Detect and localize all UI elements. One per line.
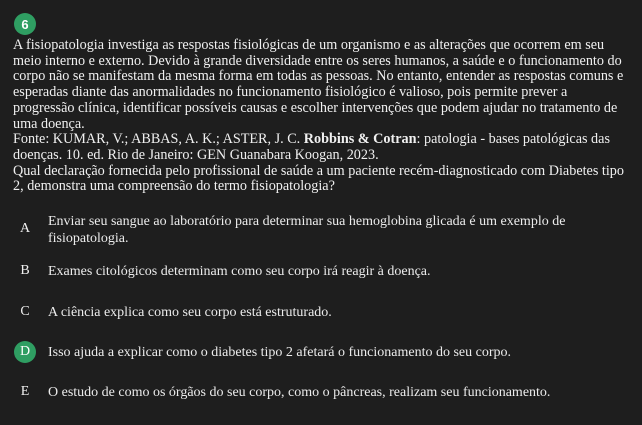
- source-book-title: Robbins & Cotran: [303, 131, 417, 148]
- option-letter-correct: D: [14, 341, 36, 363]
- source-prefix: Fonte: KUMAR, V.; ABBAS, A. K.; ASTER, J. C.: [13, 131, 304, 148]
- option-letter: A: [19, 221, 31, 236]
- option-text: Isso ajuda a explicar como o diabetes tipo 2 afetará o funcionamento do seu corpo.: [48, 345, 512, 360]
- option-letter: B: [20, 263, 30, 278]
- question-stem: [13, 38, 629, 195]
- option-letter: C: [20, 304, 30, 319]
- source-suffix: : patologia - bases patológicas das doenças. 10. ed. Rio de Janeiro: GEN Guanabara Koogan, 2023.: [13, 131, 610, 163]
- question-source: [13, 132, 629, 163]
- question-paragraph: A fisiopatologia investiga as respostas fisiológicas de um organismo e as alterações que ocorrem em seu meio interno e externo. Devido à grande diversidade entre os seres humanos, a saúde e o funcionamento do corpo não se manifestam da mesma forma em todas as pessoas. No entanto, entender as respostas comuns e esperadas diante das anormalidades no funcionamento fisiológico é valioso, pois permite prever a progressão clínica, identificar possíveis causas e escolher intervenções que podem ajudar no tratamento de uma doença.: [13, 37, 624, 132]
- option-text: O estudo de como os órgãos do seu corpo, como o pâncreas, realizam seu funcionamento.: [48, 385, 551, 400]
- option-letter: E: [20, 384, 30, 399]
- option-text: Enviar seu sangue ao laboratório para determinar sua hemoglobina glicada é um exemplo de fisiopatologia.: [48, 214, 566, 246]
- option-text: A ciência explica como seu corpo está estruturado.: [48, 305, 332, 320]
- question-prompt: Qual declaração fornecida pelo profissional de saúde a um paciente recém-diagnosticado com Diabetes tipo 2, demonstra uma compreensão do termo fisiopatologia?: [13, 162, 624, 195]
- option-text: Exames citológicos determinam como seu corpo irá reagir à doença.: [48, 264, 431, 279]
- question-number-badge: 6: [14, 13, 36, 35]
